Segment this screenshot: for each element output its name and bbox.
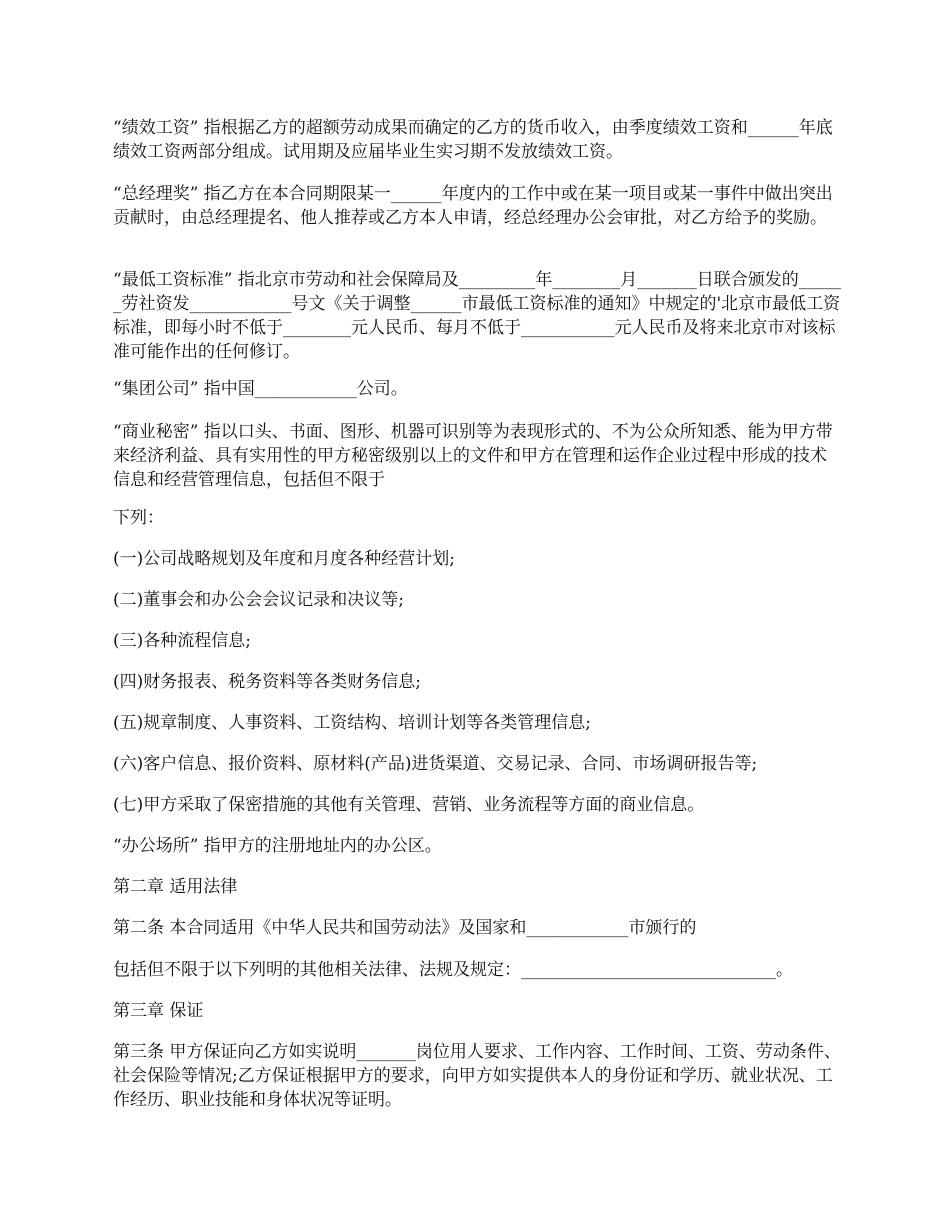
definition-trade-secret: “商业秘密” 指以口头、书面、图形、机器可识别等为表现形式的、不为公众所知悉、能为甲方带来经济利益、具有实用性的甲方秘密级别以上的文件和甲方在管理和运作企业过程中形成的技术信息和经营管理信息，包括但不限于 xyxy=(113,422,833,490)
definition-office-premises: “办公场所” 指甲方的注册地址内的办公区。 xyxy=(113,836,442,856)
list-item: (三)各种流程信息; xyxy=(113,631,251,651)
list-item: (五)规章制度、人事资料、工资结构、培训计划等各类管理信息; xyxy=(113,713,591,733)
list-item: (四)财务报表、税务资料等各类财务信息; xyxy=(113,672,421,692)
definition-performance-pay: “绩效工资” 指根据乙方的超额劳动成果而确定的乙方的货币收入，由季度绩效工资和______年底绩效工资两部分组成。试用期及应届毕业生实习期不发放绩效工资。 xyxy=(113,118,833,162)
definition-group-company: “集团公司” 指中国____________公司。 xyxy=(113,379,408,399)
article-text: 包括但不限于以下列明的其他相关法律、法规及规定：______________________________。 xyxy=(113,960,793,980)
list-item: (六)客户信息、报价资料、原材料(产品)进货渠道、交易记录、合同、市场调研报告等; xyxy=(113,754,758,774)
definition-gm-award: “总经理奖” 指乙方在本合同期限某一______年度内的工作中或在某一项目或某一事件中做出突出贡献时，由总经理提名、他人推荐或乙方本人申请，经总经理办公会审批，对乙方给予的奖励。 xyxy=(113,184,833,228)
list-item: (一)公司战略规划及年度和月度各种经营计划; xyxy=(113,549,455,569)
article-text: 第三条 甲方保证向乙方如实说明_______岗位用人要求、工作内容、工作时间、工资、劳动条件、社会保险等情况;乙方保证根据甲方的要求，向甲方如实提供本人的身份证和学历、就业状况、工作经历、职业技能和身体状况等证明。 xyxy=(113,1042,841,1110)
definition-minimum-wage: “最低工资标准” 指北京市劳动和社会保障局及_________年________月_______日联合颁发的______劳社资发____________号文《关于调整______市最低工资标准的通知》中规定的'北京市最低工资标准，即每小时不低于________元人民币、每月不低于___________元人民币及将来北京市对该标准可能作出的任何修订。 xyxy=(113,270,842,362)
list-item: (二)董事会和办公会会议记录和决议等; xyxy=(113,590,404,610)
chapter-heading: 第二章 适用法律 xyxy=(113,877,238,897)
chapter-heading: 第三章 保证 xyxy=(113,1001,204,1021)
list-intro: 下列： xyxy=(113,508,164,528)
article-text: 第二条 本合同适用《中华人民共和国劳动法》及国家和____________市颁行的 xyxy=(113,918,697,938)
list-item: (七)甲方采取了保密措施的其他有关管理、营销、业务流程等方面的商业信息。 xyxy=(113,795,705,815)
